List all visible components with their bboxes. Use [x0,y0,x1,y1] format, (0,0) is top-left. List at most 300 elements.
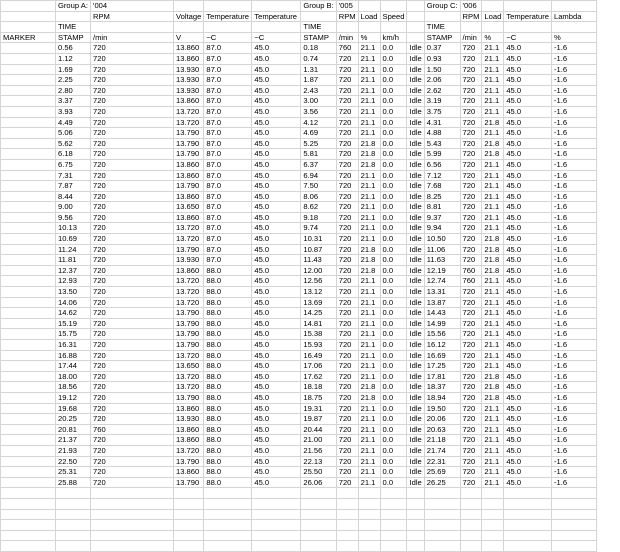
cell-state-b[interactable]: Idle [407,392,424,403]
cell-rpm-b[interactable]: 720 [336,318,358,329]
cell-temp2-a[interactable] [252,498,301,509]
cell-temp-c[interactable]: 45.0 [504,181,552,192]
cell-load-b[interactable]: 21.1 [358,170,380,181]
cell-marker[interactable] [1,297,56,308]
cell-state-b[interactable]: Idle [407,445,424,456]
cell-voltage-a[interactable]: 13.790 [174,244,204,255]
cell-lambda-c[interactable]: -1.6 [551,329,596,340]
cell-time-stamp-b[interactable]: 22.13 [301,456,336,467]
cell-temp2-a[interactable]: Temperature [252,11,301,22]
cell-time-stamp-c[interactable]: 1.50 [424,64,460,75]
cell-marker[interactable] [1,53,56,64]
cell-time-stamp-a[interactable]: 17.44 [56,361,91,372]
cell-rpm-c[interactable]: 720 [460,445,482,456]
cell-speed-b[interactable]: 0.0 [380,308,407,319]
cell-voltage-a[interactable]: 13.790 [174,392,204,403]
cell-voltage-a[interactable]: 13.860 [174,53,204,64]
cell-time-stamp-a[interactable]: 18.00 [56,371,91,382]
cell-state-b[interactable] [407,498,424,509]
cell-load-b[interactable]: 21.1 [358,276,380,287]
cell-temp-c[interactable] [504,520,552,531]
cell-rpm-a[interactable]: RPM [91,11,174,22]
cell-time-stamp-a[interactable]: 15.19 [56,318,91,329]
cell-rpm-a[interactable]: 720 [91,43,174,54]
cell-state-b[interactable] [407,22,424,33]
cell-temp1-a[interactable]: 87.0 [204,53,252,64]
cell-voltage-a[interactable]: 13.720 [174,287,204,298]
cell-marker[interactable] [1,223,56,234]
cell-temp1-a[interactable]: 87.0 [204,244,252,255]
cell-rpm-c[interactable]: 720 [460,181,482,192]
cell-temp1-a[interactable]: 87.0 [204,117,252,128]
cell-voltage-a[interactable]: 13.650 [174,361,204,372]
cell-load-b[interactable]: 21.1 [358,181,380,192]
cell-time-stamp-c[interactable]: 19.50 [424,403,460,414]
cell-rpm-a[interactable]: 720 [91,477,174,488]
cell-voltage-a[interactable]: 13.720 [174,297,204,308]
cell-state-b[interactable]: Idle [407,43,424,54]
cell-temp2-a[interactable]: 45.0 [252,191,301,202]
cell-time-stamp-c[interactable]: 18.37 [424,382,460,393]
cell-marker[interactable] [1,85,56,96]
cell-rpm-c[interactable]: 720 [460,64,482,75]
cell-time-stamp-b[interactable]: 20.44 [301,424,336,435]
cell-load-b[interactable] [358,498,380,509]
cell-time-stamp-c[interactable]: 0.93 [424,53,460,64]
cell-load-c[interactable]: 21.1 [482,297,504,308]
cell-lambda-c[interactable]: -1.6 [551,159,596,170]
cell-temp1-a[interactable]: 87.0 [204,212,252,223]
cell-rpm-a[interactable]: 720 [91,64,174,75]
cell-time-stamp-a[interactable]: STAMP [56,32,91,43]
cell-marker[interactable] [1,170,56,181]
cell-time-stamp-b[interactable]: 25.50 [301,467,336,478]
cell-state-b[interactable]: Idle [407,403,424,414]
cell-rpm-c[interactable]: 720 [460,392,482,403]
cell-rpm-a[interactable]: 720 [91,276,174,287]
cell-temp2-a[interactable]: 45.0 [252,371,301,382]
cell-lambda-c[interactable]: -1.6 [551,445,596,456]
cell-rpm-a[interactable]: 720 [91,297,174,308]
cell-speed-b[interactable]: 0.0 [380,117,407,128]
cell-state-b[interactable]: Idle [407,202,424,213]
cell-load-c[interactable]: 21.1 [482,445,504,456]
cell-temp1-a[interactable]: 88.0 [204,467,252,478]
cell-marker[interactable] [1,445,56,456]
cell-temp1-a[interactable]: 87.0 [204,138,252,149]
cell-speed-b[interactable]: 0.0 [380,96,407,107]
cell-rpm-a[interactable]: 720 [91,392,174,403]
cell-rpm-a[interactable]: 720 [91,382,174,393]
cell-time-stamp-a[interactable]: 7.31 [56,170,91,181]
cell-temp-c[interactable]: 45.0 [504,149,552,160]
cell-load-b[interactable]: 21.8 [358,149,380,160]
cell-time-stamp-c[interactable]: 3.19 [424,96,460,107]
cell-lambda-c[interactable]: -1.6 [551,255,596,266]
cell-rpm-a[interactable] [91,488,174,499]
cell-rpm-b[interactable]: 720 [336,106,358,117]
cell-temp1-a[interactable] [204,509,252,520]
cell-speed-b[interactable]: 0.0 [380,445,407,456]
cell-rpm-a[interactable]: 720 [91,350,174,361]
cell-load-b[interactable]: 21.8 [358,265,380,276]
cell-rpm-b[interactable]: 720 [336,456,358,467]
cell-marker[interactable] [1,22,56,33]
cell-time-stamp-a[interactable]: 4.49 [56,117,91,128]
cell-load-c[interactable] [482,498,504,509]
cell-temp-c[interactable] [504,541,552,552]
cell-temp2-a[interactable]: 45.0 [252,234,301,245]
cell-temp1-a[interactable]: 87.0 [204,170,252,181]
cell-load-b[interactable]: 21.1 [358,403,380,414]
cell-rpm-a[interactable]: 720 [91,191,174,202]
cell-rpm-c[interactable]: 720 [460,75,482,86]
cell-load-c[interactable]: 21.1 [482,435,504,446]
cell-load-c[interactable]: 21.8 [482,265,504,276]
cell-time-stamp-b[interactable]: 13.69 [301,297,336,308]
cell-load-c[interactable]: 21.1 [482,424,504,435]
cell-state-b[interactable] [407,541,424,552]
cell-rpm-a[interactable]: 720 [91,159,174,170]
cell-temp1-a[interactable]: 88.0 [204,403,252,414]
cell-load-b[interactable]: 21.1 [358,329,380,340]
cell-time-stamp-c[interactable]: Group C: [424,1,460,12]
cell-temp1-a[interactable]: 88.0 [204,424,252,435]
cell-marker[interactable] [1,138,56,149]
cell-temp-c[interactable]: 45.0 [504,350,552,361]
cell-time-stamp-a[interactable]: 15.75 [56,329,91,340]
cell-speed-b[interactable]: 0.0 [380,287,407,298]
cell-load-c[interactable]: 21.1 [482,340,504,351]
cell-load-c[interactable]: 21.1 [482,53,504,64]
cell-temp2-a[interactable]: 45.0 [252,435,301,446]
cell-temp-c[interactable]: 45.0 [504,424,552,435]
cell-temp-c[interactable]: 45.0 [504,297,552,308]
cell-time-stamp-c[interactable] [424,520,460,531]
cell-temp1-a[interactable]: 87.0 [204,96,252,107]
cell-lambda-c[interactable]: -1.6 [551,350,596,361]
cell-voltage-a[interactable]: V [174,32,204,43]
cell-rpm-c[interactable]: 760 [460,276,482,287]
cell-marker[interactable] [1,340,56,351]
cell-speed-b[interactable]: 0.0 [380,244,407,255]
cell-marker[interactable] [1,287,56,298]
cell-time-stamp-b[interactable]: 5.81 [301,149,336,160]
cell-temp1-a[interactable]: 88.0 [204,392,252,403]
cell-load-c[interactable]: 21.1 [482,64,504,75]
cell-rpm-b[interactable]: '005 [336,1,358,12]
cell-temp-c[interactable]: 45.0 [504,456,552,467]
cell-rpm-c[interactable]: 720 [460,477,482,488]
cell-state-b[interactable] [407,520,424,531]
cell-time-stamp-b[interactable] [301,509,336,520]
cell-time-stamp-c[interactable]: 13.31 [424,287,460,298]
cell-state-b[interactable]: Idle [407,297,424,308]
cell-temp1-a[interactable]: 88.0 [204,318,252,329]
cell-temp2-a[interactable] [252,1,301,12]
cell-rpm-c[interactable]: 720 [460,371,482,382]
cell-marker[interactable] [1,1,56,12]
cell-state-b[interactable]: Idle [407,435,424,446]
cell-time-stamp-b[interactable]: 8.62 [301,202,336,213]
cell-time-stamp-c[interactable]: 20.06 [424,414,460,425]
cell-rpm-c[interactable]: '006 [460,1,482,12]
cell-speed-b[interactable]: 0.0 [380,149,407,160]
cell-marker[interactable] [1,117,56,128]
cell-temp1-a[interactable] [204,22,252,33]
cell-voltage-a[interactable] [174,488,204,499]
cell-load-b[interactable]: 21.1 [358,340,380,351]
cell-speed-b[interactable]: 0.0 [380,350,407,361]
cell-rpm-a[interactable]: 720 [91,467,174,478]
cell-marker[interactable] [1,96,56,107]
cell-temp-c[interactable] [504,498,552,509]
cell-voltage-a[interactable]: 13.790 [174,329,204,340]
cell-load-c[interactable]: 21.8 [482,371,504,382]
cell-speed-b[interactable] [380,22,407,33]
cell-time-stamp-a[interactable]: 8.44 [56,191,91,202]
cell-marker[interactable] [1,181,56,192]
cell-load-c[interactable]: 21.8 [482,138,504,149]
cell-lambda-c[interactable]: -1.6 [551,392,596,403]
cell-state-b[interactable]: Idle [407,191,424,202]
cell-temp2-a[interactable] [252,541,301,552]
cell-rpm-a[interactable]: 720 [91,75,174,86]
cell-temp-c[interactable]: Temperature [504,11,552,22]
cell-temp1-a[interactable] [204,541,252,552]
cell-rpm-c[interactable]: 720 [460,170,482,181]
cell-rpm-b[interactable]: 720 [336,170,358,181]
cell-temp1-a[interactable]: 87.0 [204,191,252,202]
cell-temp1-a[interactable] [204,530,252,541]
cell-time-stamp-a[interactable]: 18.56 [56,382,91,393]
cell-load-c[interactable]: 21.1 [482,308,504,319]
cell-voltage-a[interactable]: 13.860 [174,96,204,107]
cell-rpm-c[interactable]: 720 [460,53,482,64]
cell-lambda-c[interactable]: -1.6 [551,318,596,329]
cell-rpm-c[interactable]: 720 [460,297,482,308]
cell-time-stamp-a[interactable]: 5.62 [56,138,91,149]
cell-rpm-c[interactable]: 720 [460,96,482,107]
cell-rpm-a[interactable]: 720 [91,435,174,446]
cell-load-c[interactable]: 21.1 [482,128,504,139]
cell-load-b[interactable]: 21.1 [358,467,380,478]
cell-rpm-a[interactable]: 720 [91,308,174,319]
cell-load-c[interactable]: 21.1 [482,181,504,192]
cell-time-stamp-b[interactable]: 15.93 [301,340,336,351]
cell-temp1-a[interactable]: 87.0 [204,159,252,170]
cell-voltage-a[interactable]: 13.860 [174,435,204,446]
cell-rpm-b[interactable]: 720 [336,350,358,361]
cell-time-stamp-a[interactable]: 14.06 [56,297,91,308]
cell-rpm-b[interactable] [336,520,358,531]
cell-marker[interactable] [1,202,56,213]
cell-load-c[interactable]: 21.1 [482,43,504,54]
cell-load-b[interactable]: 21.1 [358,223,380,234]
cell-rpm-c[interactable] [460,530,482,541]
cell-temp2-a[interactable]: 45.0 [252,350,301,361]
cell-load-b[interactable]: 21.1 [358,64,380,75]
cell-time-stamp-c[interactable]: 5.99 [424,149,460,160]
cell-speed-b[interactable] [380,488,407,499]
cell-voltage-a[interactable]: 13.860 [174,212,204,223]
cell-rpm-c[interactable]: 720 [460,424,482,435]
cell-load-b[interactable]: 21.8 [358,138,380,149]
cell-rpm-a[interactable]: 720 [91,329,174,340]
cell-time-stamp-a[interactable]: 9.56 [56,212,91,223]
cell-state-b[interactable]: Idle [407,477,424,488]
cell-time-stamp-c[interactable]: 7.68 [424,181,460,192]
cell-state-b[interactable]: Idle [407,53,424,64]
cell-state-b[interactable]: Idle [407,456,424,467]
cell-marker[interactable] [1,520,56,531]
cell-temp1-a[interactable]: 87.0 [204,128,252,139]
cell-lambda-c[interactable]: -1.6 [551,477,596,488]
cell-lambda-c[interactable]: % [551,32,596,43]
cell-time-stamp-c[interactable] [424,509,460,520]
cell-time-stamp-b[interactable]: 8.06 [301,191,336,202]
cell-rpm-b[interactable]: 720 [336,467,358,478]
cell-temp-c[interactable]: 45.0 [504,85,552,96]
cell-temp1-a[interactable]: 87.0 [204,202,252,213]
cell-rpm-c[interactable]: 720 [460,191,482,202]
cell-lambda-c[interactable]: Lambda [551,11,596,22]
cell-time-stamp-b[interactable]: 18.18 [301,382,336,393]
cell-marker[interactable] [1,64,56,75]
cell-time-stamp-b[interactable] [301,11,336,22]
cell-temp2-a[interactable] [252,530,301,541]
cell-temp2-a[interactable]: 45.0 [252,361,301,372]
cell-load-c[interactable]: Load [482,11,504,22]
cell-lambda-c[interactable]: -1.6 [551,361,596,372]
cell-time-stamp-c[interactable]: 9.94 [424,223,460,234]
cell-time-stamp-c[interactable]: 21.74 [424,445,460,456]
cell-rpm-c[interactable]: 720 [460,361,482,372]
cell-temp-c[interactable]: 45.0 [504,318,552,329]
cell-speed-b[interactable]: 0.0 [380,53,407,64]
cell-state-b[interactable]: Idle [407,181,424,192]
cell-rpm-c[interactable]: 720 [460,382,482,393]
cell-temp-c[interactable]: 45.0 [504,276,552,287]
cell-temp-c[interactable]: 45.0 [504,340,552,351]
cell-load-c[interactable]: 21.1 [482,329,504,340]
cell-load-b[interactable]: 21.1 [358,53,380,64]
cell-load-c[interactable]: 21.1 [482,191,504,202]
cell-load-b[interactable]: 21.1 [358,435,380,446]
cell-state-b[interactable]: Idle [407,212,424,223]
cell-load-b[interactable] [358,22,380,33]
cell-rpm-a[interactable] [91,498,174,509]
cell-load-b[interactable]: 21.8 [358,255,380,266]
cell-state-b[interactable]: Idle [407,223,424,234]
cell-speed-b[interactable]: 0.0 [380,265,407,276]
cell-voltage-a[interactable]: 13.650 [174,202,204,213]
cell-marker[interactable] [1,106,56,117]
cell-marker[interactable] [1,244,56,255]
cell-temp-c[interactable] [504,488,552,499]
cell-lambda-c[interactable]: -1.6 [551,308,596,319]
cell-lambda-c[interactable]: -1.6 [551,403,596,414]
cell-voltage-a[interactable]: 13.720 [174,106,204,117]
cell-time-stamp-a[interactable]: 1.69 [56,64,91,75]
cell-time-stamp-b[interactable]: 4.12 [301,117,336,128]
cell-temp-c[interactable]: 45.0 [504,477,552,488]
cell-rpm-a[interactable]: 720 [91,265,174,276]
cell-time-stamp-b[interactable]: 15.38 [301,329,336,340]
cell-temp2-a[interactable]: 45.0 [252,244,301,255]
cell-time-stamp-c[interactable] [424,498,460,509]
cell-temp1-a[interactable]: 88.0 [204,361,252,372]
cell-temp1-a[interactable]: 87.0 [204,234,252,245]
cell-temp2-a[interactable]: 45.0 [252,223,301,234]
cell-temp2-a[interactable] [252,520,301,531]
cell-time-stamp-c[interactable]: 14.43 [424,308,460,319]
cell-time-stamp-a[interactable] [56,498,91,509]
cell-time-stamp-b[interactable] [301,530,336,541]
cell-time-stamp-a[interactable]: 10.69 [56,234,91,245]
cell-temp1-a[interactable] [204,488,252,499]
cell-temp1-a[interactable] [204,1,252,12]
cell-voltage-a[interactable] [174,22,204,33]
cell-load-b[interactable]: 21.1 [358,445,380,456]
cell-voltage-a[interactable]: 13.720 [174,445,204,456]
cell-time-stamp-a[interactable]: 22.50 [56,456,91,467]
cell-rpm-b[interactable]: 720 [336,424,358,435]
cell-marker[interactable] [1,265,56,276]
cell-lambda-c[interactable]: -1.6 [551,64,596,75]
cell-temp-c[interactable]: 45.0 [504,265,552,276]
cell-speed-b[interactable] [380,1,407,12]
cell-rpm-c[interactable]: 720 [460,106,482,117]
cell-temp2-a[interactable]: 45.0 [252,382,301,393]
cell-load-b[interactable]: 21.1 [358,117,380,128]
cell-rpm-c[interactable]: 720 [460,85,482,96]
cell-voltage-a[interactable]: 13.790 [174,477,204,488]
cell-time-stamp-b[interactable]: STAMP [301,32,336,43]
cell-temp2-a[interactable]: 45.0 [252,340,301,351]
cell-lambda-c[interactable]: -1.6 [551,106,596,117]
cell-marker[interactable] [1,308,56,319]
cell-voltage-a[interactable]: 13.720 [174,382,204,393]
cell-load-b[interactable]: 21.1 [358,350,380,361]
cell-state-b[interactable] [407,530,424,541]
cell-load-c[interactable] [482,530,504,541]
cell-voltage-a[interactable]: 13.790 [174,318,204,329]
cell-temp1-a[interactable]: 88.0 [204,340,252,351]
cell-voltage-a[interactable] [174,509,204,520]
cell-load-c[interactable] [482,488,504,499]
cell-lambda-c[interactable]: -1.6 [551,128,596,139]
cell-marker[interactable] [1,191,56,202]
cell-time-stamp-c[interactable]: 7.12 [424,170,460,181]
cell-time-stamp-c[interactable]: 4.31 [424,117,460,128]
cell-time-stamp-a[interactable] [56,509,91,520]
cell-load-c[interactable]: 21.8 [482,117,504,128]
cell-state-b[interactable] [407,1,424,12]
cell-load-c[interactable]: 21.1 [482,223,504,234]
cell-speed-b[interactable]: km/h [380,32,407,43]
cell-lambda-c[interactable]: -1.6 [551,340,596,351]
cell-temp2-a[interactable]: 45.0 [252,43,301,54]
cell-time-stamp-c[interactable]: 16.69 [424,350,460,361]
cell-temp1-a[interactable]: Temperature [204,11,252,22]
cell-marker[interactable] [1,149,56,160]
cell-time-stamp-a[interactable]: TIME [56,22,91,33]
cell-time-stamp-c[interactable] [424,530,460,541]
cell-state-b[interactable]: Idle [407,75,424,86]
cell-voltage-a[interactable]: 13.930 [174,255,204,266]
cell-load-b[interactable]: 21.1 [358,75,380,86]
